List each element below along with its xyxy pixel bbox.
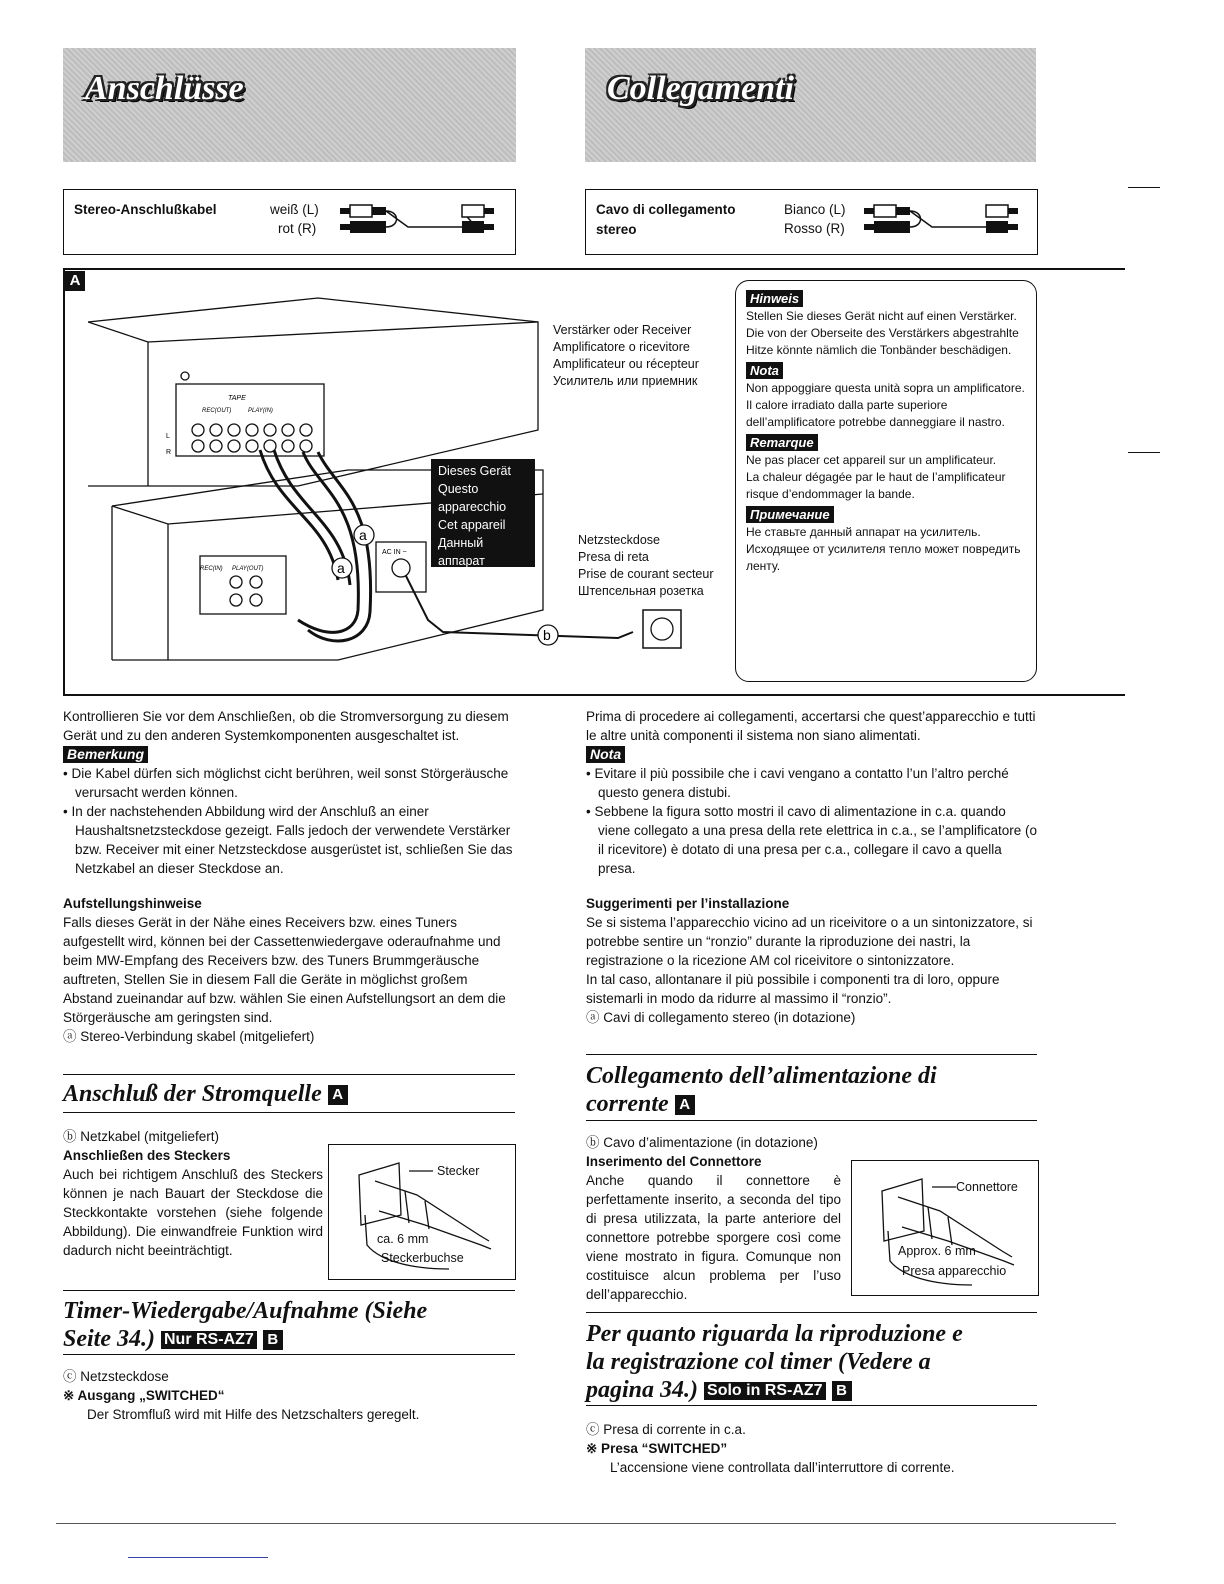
intro-it: Prima di procedere ai collegamenti, accertarsi che quest’apparecchio e tutti le altre unità componenti il sistema non siano alimentati. [586,709,1036,743]
footer-link-rule [128,1557,268,1558]
power-cable-b: ⓑ Cavo d’alimentazione (in dotazione) [586,1135,818,1150]
connector-socket-label: Presa apparecchio [902,1264,1007,1278]
note-text: Sebbene la figura sotto mostri il cavo di alimentazione in c.a. quando viene collegato a una presa della rete elettrica in c.a., se l’amplificatore (o il ricevitore) è dotato di una presa per c.a., collegare il cavo a quella presa. [594,804,1037,876]
plug-socket-label: Steckerbuchse [381,1251,464,1265]
banner-right [585,48,1036,162]
nota-text-2: Il calore irradiato dalla parte superiore dell’amplificatore potrebbe danneggiare il nastro. [746,398,1005,429]
nota-tag: Nota [746,362,783,379]
install-item-a: ⓐ Cavi di collegamento stereo (in dotazione) [586,1010,856,1025]
note-item: • In der nachstehenden Abbildung wird der Anschluß an einer Haushaltsnetzsteckdose gezeigt. Falls jedoch der verwendete Verstärker bzw. Receiver mit einer Netzsteckdose ausgerüstet ist, schließen Sie das Netzkabel an dieser Steckdose an. [63,804,513,876]
caution-note-box [735,280,1037,682]
note-item: • Sebbene la figura sotto mostri il cavo di alimentazione in c.a. quando viene collegato a una presa della rete elettrica in c.a., se l’amplificatore (o il ricevitore) è dotato di una presa per c.a., collegare il cavo a quella presa. [586,804,1037,876]
plug-figure-it [851,1160,1039,1296]
install-text: Falls dieses Gerät in der Nähe eines Receivers bzw. eines Tuners aufgestellt wird, können bei der Cassettenwiedergave oderaufnahme und beim MW-Empfang des Receivers bzw. des Tuners Brummgeräusche auftreten, Stellen Sie in diesem Fall die Geräte in möglichst großem Abstand zueinandar auf bzw. wählen Sie einen Aufstellungsort an dem die Störgeräusche am geringsten sind. [63,915,506,1025]
unit-label-fr: Cet appareil [438,518,506,532]
timer-heading-de [63,1297,515,1353]
install-heading: Aufstellungshinweise [63,896,202,911]
connector-label: Connettore [956,1180,1018,1194]
amp-label-fr: Amplificateur ou récepteur [553,357,699,371]
this-unit-label [431,459,535,567]
left-column [63,707,517,1046]
timer-switched: ※ Ausgang „SWITCHED“ [63,1388,225,1403]
timer-text: L’accensione viene controllata dall’interruttore di corrente. [610,1460,955,1475]
install-text-1: Se si sistema l’apparecchio vicino ad un riceivitore o a un sintonizzatore, si potrebbe sentire un “ronzio” durante la riproduzione dei nastri, la registrazione o la ricezione AM col riceivitore o sintonizzatore. [586,915,1033,968]
unit-label-it-2: apparecchio [438,500,507,514]
divider [586,1054,1037,1055]
timer-c: ⓒ Presa di corrente in c.a. [586,1422,746,1437]
note-item: • Evitare il più possibile che i cavi vengano a contatto l’un l’altro perché questo genera distubi. [586,766,1009,800]
cable-label-1: Cavo di collegamento [596,202,736,217]
divider [586,1312,1037,1313]
play-in-label: PLAY(IN) [248,408,273,414]
hinweis-text-1: Stellen Sie dieses Gerät nicht auf einen Verstärker. [746,309,1017,323]
nota-text-1: Non appoggiare questa unità sopra un amplificatore. [746,381,1025,395]
timer-section-de [63,1367,517,1424]
banner-left [63,48,516,162]
outlet-label-ru: Штепсельная розетка [578,584,704,598]
outlet-label-fr: Prise de courant secteur [578,567,714,581]
outlet-label-de: Netzsteckdose [578,533,660,547]
unit-label-it: Questo [438,482,479,496]
connector-mm-label: Approx. 6 mm [898,1244,976,1258]
cable-r: rot (R) [278,221,317,236]
install-heading: Suggerimenti per l’installazione [586,896,790,911]
intro-de: Kontrollieren Sie vor dem Anschließen, ob die Stromversorgung zu diesem Gerät und zu den anderen Systemkomponenten ausgeschaltet ist. [63,709,509,743]
stereo-cable-icon [860,200,1036,244]
plug-section-de [63,1127,323,1260]
power-heading-text: Anschluß der Stromquelle [63,1081,322,1107]
ch-r-label: R [166,449,172,456]
page-title-de: Anschlüsse [85,70,244,107]
outlet-labels [578,532,714,600]
amp-label-ru: Усилитель или приемник [553,374,698,388]
power-heading-it [586,1062,1037,1118]
timer-heading-it [586,1320,1037,1404]
cable-box-de [63,189,516,255]
page-title-it: Collegamenti [607,70,794,107]
timer-heading-line-3: pagina 34.) [586,1377,699,1403]
plug-mm-label: ca. 6 mm [377,1232,429,1246]
plug-heading: Inserimento del Connettore [586,1154,762,1169]
divider [586,1120,1037,1121]
primechanie-text-1: Не ставьте данный аппарат на усилитель. [746,525,981,539]
bemerkung-tag: Bemerkung [63,746,148,763]
right-column [586,707,1038,1027]
section-mark-b: B [832,1381,852,1401]
primechanie-text-2: Исходящее от усилителя тепло может повредить ленту. [746,542,1021,573]
timer-text: Der Stromfluß wird mit Hilfe des Netzschalters geregelt. [87,1407,420,1422]
cable-label-2: stereo [596,222,637,237]
remarque-tag: Remarque [746,434,818,451]
unit-label-de: Dieses Gerät [438,464,511,478]
amp-label-it: Amplificatore o ricevitore [553,340,690,354]
note-item: • Die Kabel dürfen sich möglichst cicht berühren, weil sonst Störgeräusche verursacht werden können. [63,766,509,800]
power-heading-de [63,1080,348,1108]
timer-heading-line-2: Seite 34.) [63,1326,155,1352]
cable-r: Rosso (R) [784,221,845,236]
install-text-2: In tal caso, allontanare il più possibile i componenti tra di loro, oppure sistemarli in modo da ridurre al massimo il “ronzio”. [586,972,1000,1006]
primechanie-tag: Примечание [746,506,834,523]
timer-section-it [586,1420,1038,1477]
model-badge: Nur RS-AZ7 [161,1331,257,1349]
plug-text: Auch bei richtigem Anschluß des Steckers können je nach Bauart der Steckdose die Steckkontakte vorstehen (siehe folgende Abbildung). Die einwandfreie Funktion wird dadurch nicht beeinträchtigt. [63,1167,323,1258]
ch-l-label: L [166,433,170,440]
power-heading-line-2: corrente [586,1091,669,1117]
section-mark-a: A [675,1095,695,1115]
plug-text: Anche quando il connettore è perfettamente inserito, a seconda del tipo di presa utilizzata, la parte anteriore del connettore potrebbe sporgere così come viene mostrato in figura. Comunque non costituisce alcun problema per l’uso dell’apparecchio. [586,1173,841,1302]
unit-label-ru-2: аппарат [438,554,485,568]
power-cable-b: ⓑ Netzkabel (mitgeliefert) [63,1129,220,1144]
plug-label: Stecker [437,1164,480,1178]
plug-figure-de [328,1144,516,1280]
power-heading-line-1: Collegamento dell’alimentazione di [586,1063,937,1089]
stereo-cable-icon [336,200,512,244]
tape-label: TAPE [228,395,246,402]
figure-a-letter: A [65,271,85,291]
amp-label-de: Verstärker oder Receiver [553,323,692,337]
cable-box-it [585,189,1038,255]
timer-heading-line-1: Timer-Wiedergabe/Aufnahme (Siehe [63,1298,428,1324]
model-badge: Solo in RS-AZ7 [704,1382,826,1400]
hinweis-text-2: Die von der Oberseite des Verstärkers abgestrahlte Hitze könnte nämlich die Tonbänder beschädigen. [746,326,1019,357]
marker-b: b [543,627,551,643]
note-text: Die Kabel dürfen sich möglichst cicht berühren, weil sonst Störgeräusche verursacht werden können. [71,766,509,800]
install-item-a: ⓐ Stereo-Verbindung skabel (mitgeliefert) [63,1029,315,1044]
unit-label-ru: Данный [438,536,484,550]
plug-heading: Anschließen des Steckers [63,1148,231,1163]
divider [63,1112,515,1113]
timer-c: ⓒ Netzsteckdose [63,1369,169,1384]
margin-mark [1128,452,1160,453]
marker-a-2: a [337,560,345,576]
cable-l: weiß (L) [270,202,319,217]
timer-switched: ※ Presa “SWITCHED” [586,1441,728,1456]
play-out-label: PLAY(OUT) [232,566,264,572]
timer-heading-line-1: Per quanto riguarda la riproduzione e [586,1321,963,1347]
ac-in-label: AC IN ~ [382,549,407,556]
amp-labels [553,322,699,390]
remarque-text-1: Ne pas placer cet appareil sur un amplificateur. [746,453,997,467]
cable-l: Bianco (L) [784,202,846,217]
divider [586,1405,1037,1406]
rec-in-label: REC(IN) [200,566,223,572]
marker-a: a [359,527,367,543]
timer-heading-line-2: la registrazione col timer (Vedere a [586,1349,931,1375]
margin-mark [1128,187,1160,188]
hinweis-tag: Hinweis [746,290,803,307]
section-mark-a: A [328,1085,348,1105]
rec-out-label: REC(OUT) [202,408,232,414]
divider [63,1354,515,1355]
divider [63,1290,515,1291]
footer-rule [56,1523,1116,1524]
note-text: Evitare il più possibile che i cavi vengano a contatto l’un l’altro perché questo genera distubi. [594,766,1009,800]
note-text: In der nachstehenden Abbildung wird der Anschluß an einer Haushaltsnetzsteckdose gezeigt. Falls jedoch der verwendete Verstärker bzw. Receiver mit einer Netzsteckdose ausgerüstet ist, schließen Sie das Netzkabel an dieser Steckdose an. [71,804,513,876]
section-mark-b: B [263,1330,283,1350]
outlet-label-it: Presa di reta [578,550,649,564]
remarque-text-2: La chaleur dégagée par le haut de l’amplificateur risque d’endommager la bande. [746,470,1006,501]
divider [63,1074,515,1075]
nota-tag-body: Nota [586,746,625,763]
plug-section-it [586,1133,841,1304]
cable-label: Stereo-Anschlußkabel [74,202,217,217]
